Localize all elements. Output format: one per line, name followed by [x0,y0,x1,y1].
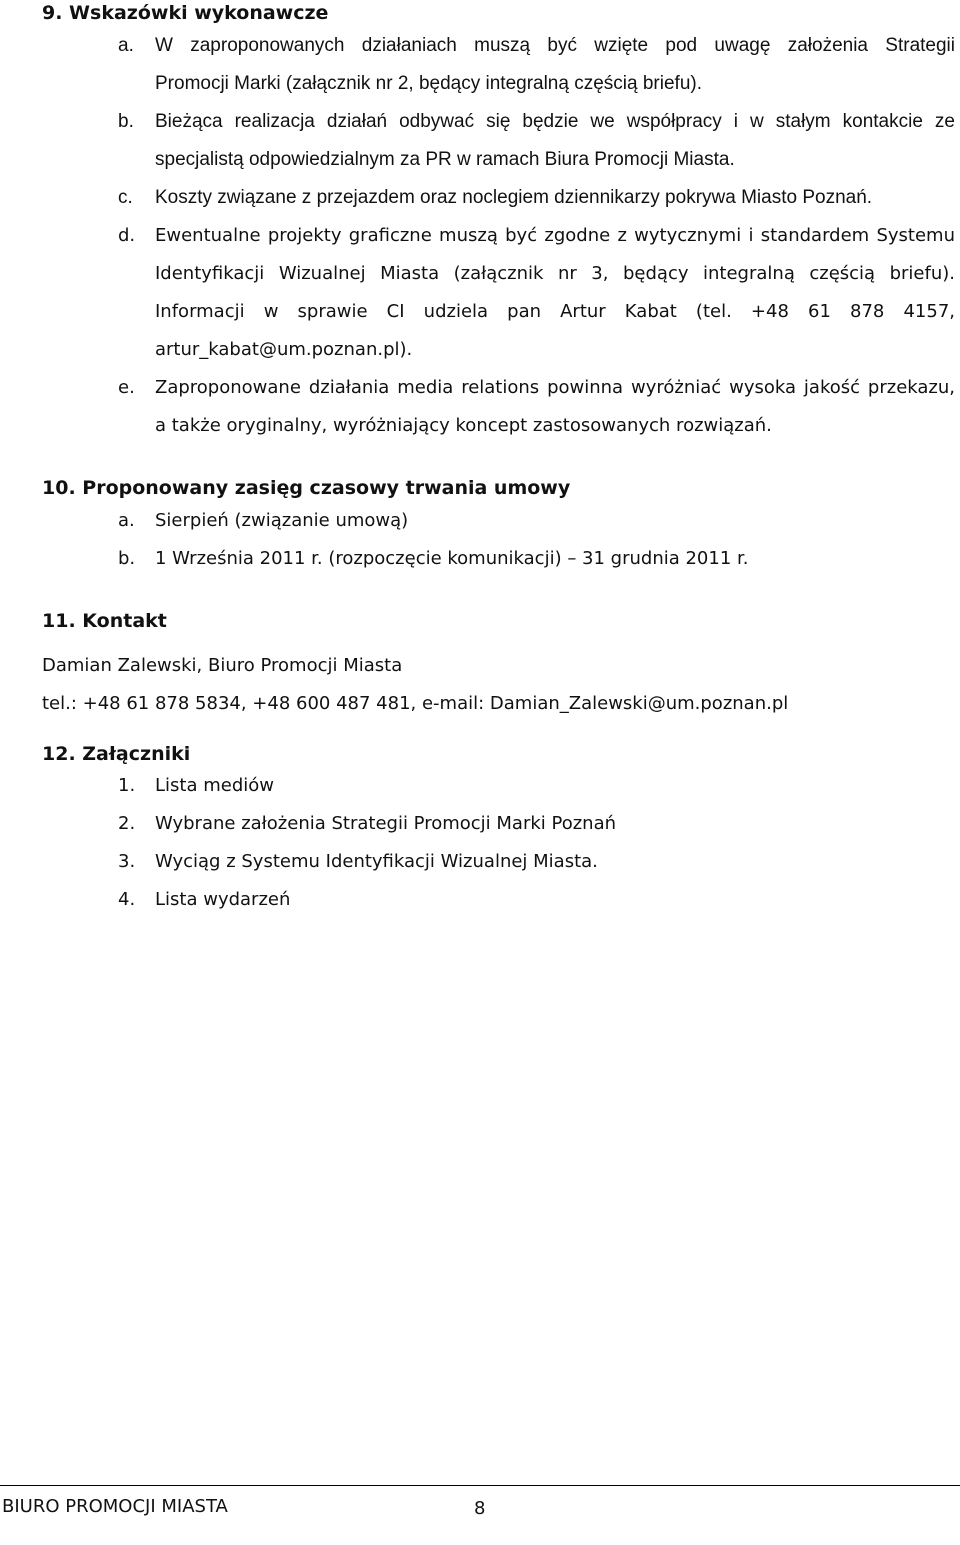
list-item-text: W zaproponowanych działaniach muszą być wzięte pod uwagę założenia Strategii [155,35,955,56]
list-item-text: Informacji w sprawie CI udziela pan Artur Kabat (tel. +48 61 878 4157, [155,301,955,322]
list-item-text: Wybrane założenia Strategii Promocji Marki Poznań [155,813,617,834]
list-label-1: 1. [118,775,136,796]
list-item-text: Zaproponowane działania media relations powinna wyróżniać wysoka jakość przekazu, [155,377,955,398]
list-item-text: a także oryginalny, wyróżniający koncept zastosowanych rozwiązań. [155,415,772,436]
list-label-c: c. [118,187,133,208]
list-label-2: 2. [118,813,136,834]
list-label-d: d. [118,225,136,246]
list-label-b: b. [118,111,134,132]
section-9-heading: 9. Wskazówki wykonawcze [42,2,329,24]
list-label-4: 4. [118,889,136,910]
list-label-b: b. [118,548,136,569]
page-number: 8 [474,1498,486,1519]
list-item-text: Koszty związane z przejazdem oraz noclegiem dziennikarzy pokrywa Miasto Poznań. [155,187,873,208]
contact-name: Damian Zalewski, Biuro Promocji Miasta [42,655,403,676]
list-item-text: Sierpień (związanie umową) [155,510,409,531]
list-item-text: Ewentualne projekty graficzne muszą być zgodne z wytycznymi i standardem Systemu [155,225,955,246]
section-11-heading: 11. Kontakt [42,610,167,632]
list-item-text: 1 Września 2011 r. (rozpoczęcie komunikacji) – 31 grudnia 2011 r. [155,548,749,569]
footer-org: BIURO PROMOCJI MIASTA [2,1496,228,1517]
section-10-heading: 10. Proponowany zasięg czasowy trwania umowy [42,477,571,499]
footer-divider [0,1485,960,1486]
list-item-text: Identyfikacji Wizualnej Miasta (załącznik nr 3, będący integralną częścią briefu). [155,263,955,284]
list-item-text: Bieżąca realizacja działań odbywać się będzie we współpracy i w stałym kontakcie ze [155,111,955,132]
list-item-text: artur_kabat@um.poznan.pl). [155,339,413,360]
list-item-text: specjalistą odpowiedzialnym za PR w ramach Biura Promocji Miasta. [155,149,735,170]
list-item-text: Wyciąg z Systemu Identyfikacji Wizualnej Miasta. [155,851,598,872]
list-label-3: 3. [118,851,136,872]
list-label-a: a. [118,510,135,531]
section-12-heading: 12. Załączniki [42,743,191,765]
list-item-text: Lista mediów [155,775,274,796]
list-label-a: a. [118,35,134,56]
list-item-text: Promocji Marki (załącznik nr 2, będący integralną częścią briefu). [155,73,702,94]
contact-details: tel.: +48 61 878 5834, +48 600 487 481, e-mail: Damian_Zalewski@um.poznan.pl [42,693,789,714]
list-label-e: e. [118,377,135,398]
list-item-text: Lista wydarzeń [155,889,291,910]
